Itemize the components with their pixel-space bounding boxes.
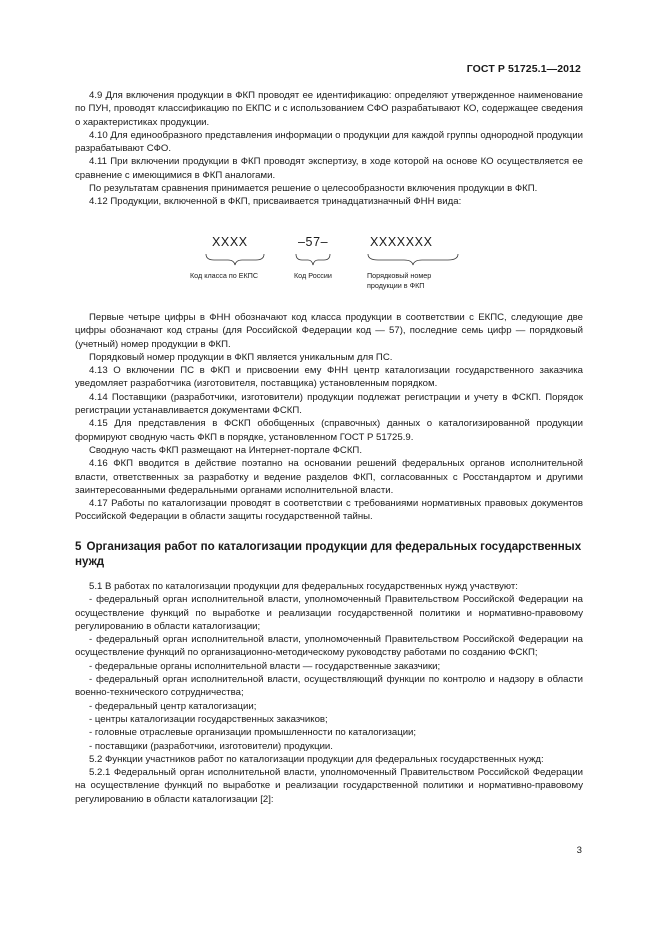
paragraph-5-1: 5.1 В работах по каталогизации продукции для федеральных государственных нужд участвуют:: [89, 581, 518, 592]
list-item: - федеральный орган исполнительной власти, уполномоченный Правительством Российской Федерации на осуществление функций по организационно-методическому руководству работами по созданию ФСКП;: [75, 634, 583, 659]
paragraph-fnn-explanation: Первые четыре цифры в ФНН обозначают код класса продукции в соответствии с ЕКПС, следующие две цифры обозначают код страны (для Российской Федерации код — 57), последние семь цифр — порядковый (учетный) номер продукции в ФКП.: [75, 312, 583, 350]
paragraph-summary-portal: Сводную часть ФКП размещают на Интернет-портале ФСКП.: [89, 444, 362, 456]
fnn-braces: [190, 251, 480, 269]
list-item: - поставщики (разработчики, изготовители) продукции.: [89, 740, 333, 752]
fnn-country-code: –57–: [298, 235, 329, 249]
list-item: - федеральный орган исполнительной власти, уполномоченный Правительством Российской Федерации на осуществление функций по выработке и реализации государственной политики и нормативно-правовому регулированию в области каталогизации;: [75, 594, 583, 632]
caption-serial-line1: Порядковый номер: [367, 271, 432, 280]
paragraph-4-14: 4.14 Поставщики (разработчики, изготовители) продукции подлежат регистрации и учету в ФСКП. Порядок регистрации устанавливается документами ФСКП.: [75, 391, 583, 417]
caption-class-code: Код класса по ЕКПС: [190, 271, 259, 280]
middle-paragraphs: [75, 311, 583, 524]
section-5-title: Организация работ по каталогизации продукции для федеральных государственных нужд: [75, 540, 582, 568]
section-5-paragraphs: [75, 580, 583, 806]
list-item: - федеральный центр каталогизации;: [89, 700, 257, 712]
brace-country: [296, 254, 330, 265]
paragraph-4-11: 4.11 При включении продукции в ФКП проводят экспертизу, в ходе которой на основе КО осуществляется ее сравнение с имеющимися в ФКП аналогами.: [75, 156, 583, 181]
fnn-class-code: XXXX: [212, 235, 248, 249]
brace-serial: [368, 254, 458, 265]
section-5-number: 5: [75, 540, 82, 553]
paragraph-4-10: 4.10 Для единообразного представления информации о продукции для каждой группы однородной продукции разрабатывают СФО.: [75, 129, 583, 155]
page-number: 3: [576, 845, 582, 856]
paragraph-4-13: 4.13 О включении ПС в ФКП и присвоении ему ФНН центр каталогизации государственного заказчика уведомляет разработчика (изготовителя, поставщика) установленным порядком.: [75, 365, 583, 390]
paragraph-4-16: 4.16 ФКП вводится в действие поэтапно на основании решений федеральных органов исполнительной власти, ответственных за разработку и ведение разделов ФКП, согласованных с Росстандартом и другими заинтересованными федеральными органами исполнительной власти.: [75, 458, 583, 496]
brace-class: [206, 254, 264, 265]
paragraph-4-9: 4.9 Для включения продукции в ФКП проводят ее идентификацию: определяют утвержденное наименование по ПУН, проводят классификацию по ЕКПС и с использованием СФО разрабатывают КО, содержащее сведения о характеристиках продукции.: [75, 90, 583, 128]
section-5-heading: [75, 540, 583, 569]
list-item: - федеральные органы исполнительной власти — государственные заказчики;: [89, 660, 441, 672]
list-item: - центры каталогизации государственных заказчиков;: [89, 713, 328, 725]
list-item: - головные отраслевые организации промышленности по каталогизации;: [89, 727, 417, 739]
standard-designation: ГОСТ Р 51725.1—2012: [466, 63, 581, 75]
paragraph-serial-unique: Порядковый номер продукции в ФКП является уникальным для ПС.: [89, 351, 393, 363]
paragraph-4-15: 4.15 Для представления в ФСКП обобщенных (справочных) данных о каталогизированной продукции формируют сводную часть ФКП в порядке, установленном ГОСТ Р 51725.9.: [75, 418, 583, 443]
fnn-formula: [190, 235, 480, 305]
fnn-serial-code: XXXXXXX: [370, 235, 433, 249]
paragraph-comparison: По результатам сравнения принимается решение о целесообразности включения продукции в ФКП.: [89, 183, 538, 195]
list-item: - федеральный орган исполнительной власти, осуществляющий функции по контролю и надзору в области военно-технического сотрудничества;: [75, 674, 583, 699]
caption-country-code: Код России: [294, 271, 332, 280]
paragraph-5-2-1: 5.2.1 Федеральный орган исполнительной власти, уполномоченный Правительством Российской Федерации на осуществление функций по выработке и реализации государственной политики и нормативно-правовому регулированию в области каталогизации [2]:: [75, 767, 583, 805]
paragraph-4-17: 4.17 Работы по каталогизации проводят в соответствии с требованиями нормативных правовых документов Российской Федерации в области защиты государственной тайны.: [75, 498, 583, 523]
top-paragraphs: [75, 89, 583, 209]
paragraph-5-2: 5.2 Функции участников работ по каталогизации продукции для федеральных государственных нужд:: [89, 753, 544, 765]
caption-serial-line2: продукции в ФКП: [367, 281, 425, 290]
paragraph-4-12: 4.12 Продукции, включенной в ФКП, присваивается тринадцатизначный ФНН вида:: [89, 196, 462, 208]
